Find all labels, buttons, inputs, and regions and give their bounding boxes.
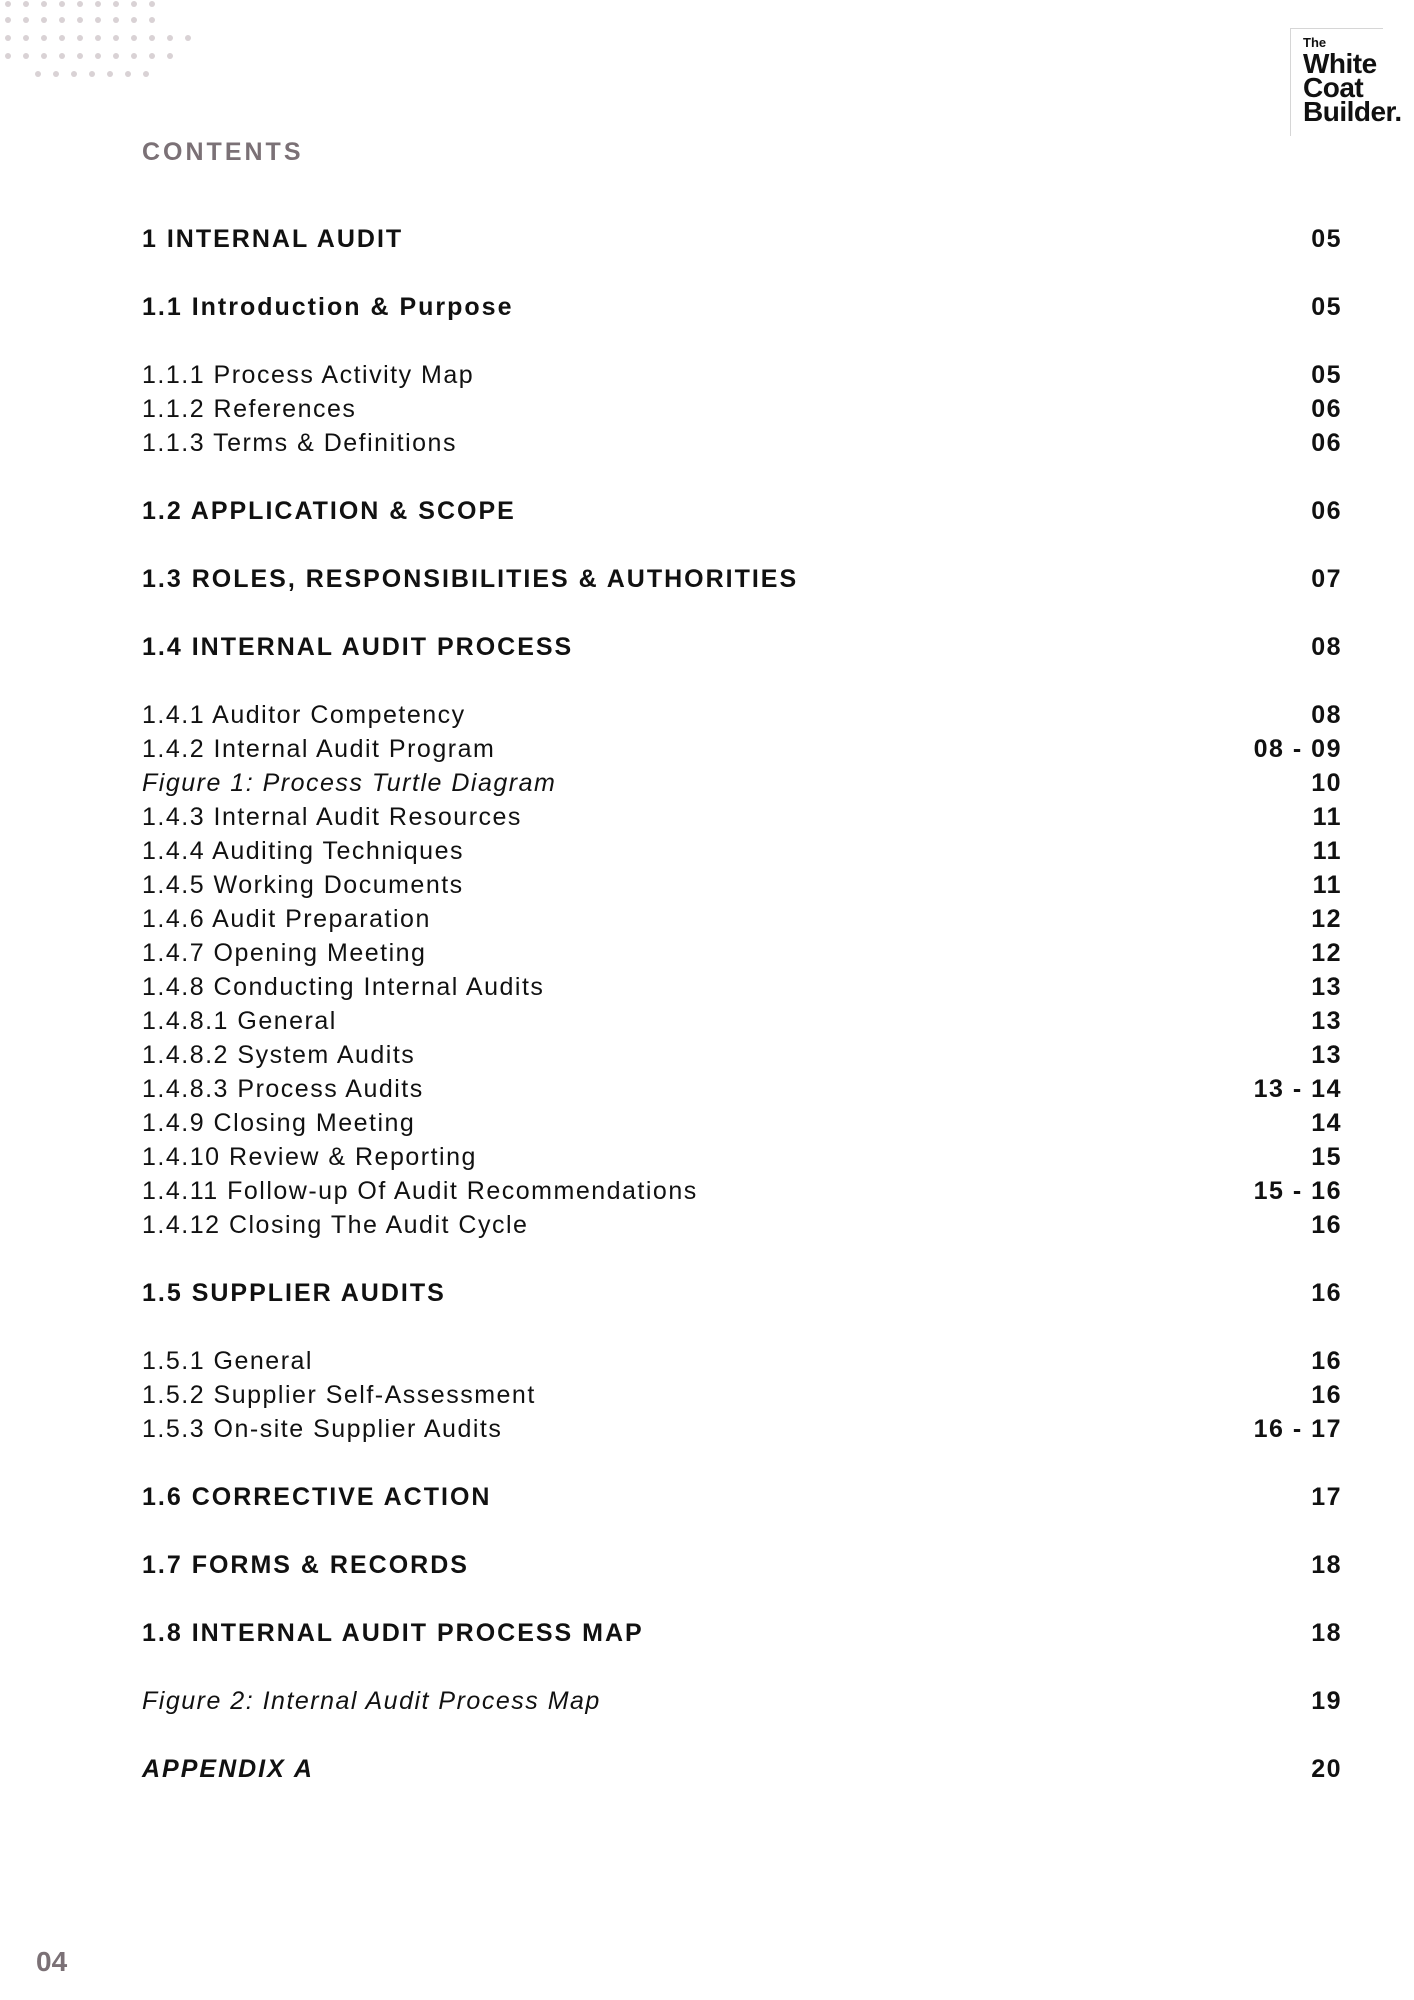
toc-entry-title: 1.6 CORRECTIVE ACTION [142,1483,492,1511]
toc-entry-page: 13 [1311,1007,1342,1035]
toc-entry-page: 13 [1311,1041,1342,1069]
toc-entry-title: 1.4.7 Opening Meeting [142,939,427,967]
decorative-dot [23,17,29,23]
toc-entry[interactable] [142,1616,1342,1650]
toc-entry[interactable] [142,630,1342,664]
toc-entry-page: 14 [1311,1109,1342,1137]
table-of-contents [142,222,1342,1786]
toc-entry-title: 1.4.5 Working Documents [142,871,464,899]
decorative-dot [77,1,83,7]
toc-entry-title: 1.1.2 References [142,395,357,423]
decorative-dot [5,53,11,59]
decorative-dot [23,35,29,41]
toc-entry-title: 1.1.1 Process Activity Map [142,361,475,389]
decorative-dot [41,1,47,7]
decorative-dot [23,53,29,59]
toc-entry[interactable] [142,1174,1342,1208]
toc-entry-page: 05 [1311,225,1342,253]
toc-entry-page: 11 [1312,837,1342,865]
toc-entry-title: 1.4.10 Review & Reporting [142,1143,477,1171]
toc-entry-page: 20 [1311,1755,1342,1783]
toc-entry-title: 1.4.1 Auditor Competency [142,701,466,729]
toc-entry-page: 05 [1311,293,1342,321]
toc-entry[interactable] [142,970,1342,1004]
decorative-dot [95,17,101,23]
decorative-dot [77,35,83,41]
decorative-dot [149,17,155,23]
toc-entry[interactable] [142,1208,1342,1242]
decorative-dot [41,17,47,23]
toc-entry[interactable] [142,902,1342,936]
toc-entry-page: 06 [1311,395,1342,423]
toc-entry[interactable] [142,392,1342,426]
toc-entry-title: 1.5 SUPPLIER AUDITS [142,1279,446,1307]
toc-entry-title: 1.5.3 On-site Supplier Audits [142,1415,503,1443]
decorative-dot [167,35,173,41]
decorative-dot [149,35,155,41]
toc-entry-title: APPENDIX A [142,1755,314,1783]
toc-entry-page: 16 - 17 [1253,1415,1342,1443]
toc-entry-page: 17 [1311,1483,1342,1511]
toc-entry-title: Figure 1: Process Turtle Diagram [142,769,557,797]
decorative-dot [95,35,101,41]
logo-builder: Builder. [1303,96,1402,127]
toc-entry-page: 08 - 09 [1253,735,1342,763]
toc-entry[interactable] [142,868,1342,902]
toc-entry-page: 19 [1311,1687,1342,1715]
toc-entry-title: 1.1.3 Terms & Definitions [142,429,457,457]
toc-entry-title: 1.4.8.3 Process Audits [142,1075,424,1103]
toc-entry-title: 1.2 APPLICATION & SCOPE [142,497,516,525]
toc-entry[interactable] [142,1004,1342,1038]
toc-entry-page: 16 [1311,1381,1342,1409]
toc-entry-title: 1.4.4 Auditing Techniques [142,837,464,865]
decorative-dot [23,1,29,7]
toc-entry-title: 1.4.8 Conducting Internal Audits [142,973,545,1001]
toc-entry-page: 06 [1311,429,1342,457]
toc-entry-title: 1.5.1 General [142,1347,313,1375]
decorative-dot [89,71,95,77]
decorative-dot [113,35,119,41]
decorative-dot [59,53,65,59]
decorative-dot [113,53,119,59]
toc-entry-page: 18 [1311,1619,1342,1647]
decorative-dot [77,17,83,23]
toc-entry[interactable] [142,562,1342,596]
decorative-dot [95,53,101,59]
toc-entry[interactable] [142,1072,1342,1106]
toc-entry[interactable] [142,698,1342,732]
decorative-dot [131,53,137,59]
toc-entry-title: 1.4 INTERNAL AUDIT PROCESS [142,633,574,661]
toc-entry[interactable] [142,1684,1342,1718]
toc-entry[interactable] [142,800,1342,834]
toc-entry[interactable] [142,494,1342,528]
toc-entry[interactable] [142,1752,1342,1786]
toc-entry-page: 10 [1311,769,1342,797]
decorative-dot [125,71,131,77]
decorative-dot [107,71,113,77]
decorative-dot [185,35,191,41]
toc-entry[interactable] [142,1106,1342,1140]
toc-entry-title: 1.7 FORMS & RECORDS [142,1551,469,1579]
toc-entry-title: 1.4.9 Closing Meeting [142,1109,416,1137]
toc-entry-title: 1.4.6 Audit Preparation [142,905,431,933]
toc-entry-page: 16 [1311,1279,1342,1307]
toc-entry-title: 1.4.2 Internal Audit Program [142,735,496,763]
toc-entry-title: 1.4.11 Follow-up Of Audit Recommendations [142,1177,698,1205]
toc-entry-page: 07 [1311,565,1342,593]
toc-entry-page: 16 [1311,1347,1342,1375]
toc-entry[interactable] [142,290,1342,324]
toc-entry-title: 1.1 Introduction & Purpose [142,293,514,321]
toc-entry-title: 1.8 INTERNAL AUDIT PROCESS MAP [142,1619,644,1647]
toc-entry-page: 11 [1312,871,1342,899]
toc-entry-title: 1.4.8.1 General [142,1007,337,1035]
decorative-dot [167,53,173,59]
page-number: 04 [36,1946,68,1977]
logo-coat: Coat [1303,72,1364,103]
toc-entry[interactable] [142,1038,1342,1072]
toc-entry-title: 1.4.8.2 System Audits [142,1041,416,1069]
logo-the: The [1303,35,1327,50]
toc-entry-page: 12 [1311,905,1342,933]
decorative-dot [131,35,137,41]
decorative-dot [131,17,137,23]
decorative-dot [41,35,47,41]
toc-entry-title: Figure 2: Internal Audit Process Map [142,1687,601,1715]
decorative-dot [35,71,41,77]
toc-entry-title: 1.5.2 Supplier Self-Assessment [142,1381,536,1409]
toc-entry-page: 05 [1311,361,1342,389]
decorative-dot [53,71,59,77]
decorative-dot [149,1,155,7]
decorative-dot [131,1,137,7]
toc-entry-page: 11 [1312,803,1342,831]
toc-entry[interactable] [142,1412,1342,1446]
toc-entry[interactable] [142,834,1342,868]
contents-heading: CONTENTS [142,138,304,166]
toc-entry-title: 1.3 ROLES, RESPONSIBILITIES & AUTHORITIES [142,565,799,593]
toc-entry-page: 13 - 14 [1253,1075,1342,1103]
decorative-dot [77,53,83,59]
toc-entry[interactable] [142,222,1342,256]
decorative-dot [59,35,65,41]
decorative-dot [95,1,101,7]
decorative-dot [59,1,65,7]
brand-logo [1290,28,1402,136]
toc-entry[interactable] [142,936,1342,970]
decorative-dot [149,53,155,59]
decorative-dot-pattern [0,0,200,90]
decorative-dot [41,53,47,59]
toc-entry-page: 18 [1311,1551,1342,1579]
decorative-dot [5,1,11,7]
toc-entry[interactable] [142,358,1342,392]
toc-entry[interactable] [142,426,1342,460]
toc-entry-title: 1.4.12 Closing The Audit Cycle [142,1211,529,1239]
toc-entry-page: 08 [1311,633,1342,661]
toc-entry[interactable] [142,1378,1342,1412]
toc-entry[interactable] [142,1548,1342,1582]
toc-entry[interactable] [142,1276,1342,1310]
toc-entry-page: 08 [1311,701,1342,729]
toc-entry-page: 16 [1311,1211,1342,1239]
toc-entry[interactable] [142,766,1342,800]
toc-entry[interactable] [142,1480,1342,1514]
toc-entry-page: 13 [1311,973,1342,1001]
decorative-dot [143,71,149,77]
decorative-dot [5,17,11,23]
decorative-dot [113,17,119,23]
toc-entry-page: 06 [1311,497,1342,525]
logo-white: White [1303,48,1377,79]
toc-entry[interactable] [142,1140,1342,1174]
decorative-dot [113,1,119,7]
toc-entry-title: 1.4.3 Internal Audit Resources [142,803,522,831]
decorative-dot [5,35,11,41]
toc-entry[interactable] [142,1344,1342,1378]
toc-entry-page: 15 - 16 [1253,1177,1342,1205]
toc-entry-title: 1 INTERNAL AUDIT [142,225,404,253]
toc-entry-page: 12 [1311,939,1342,967]
toc-entry-page: 15 [1311,1143,1342,1171]
decorative-dot [59,17,65,23]
decorative-dot [71,71,77,77]
toc-entry[interactable] [142,732,1342,766]
